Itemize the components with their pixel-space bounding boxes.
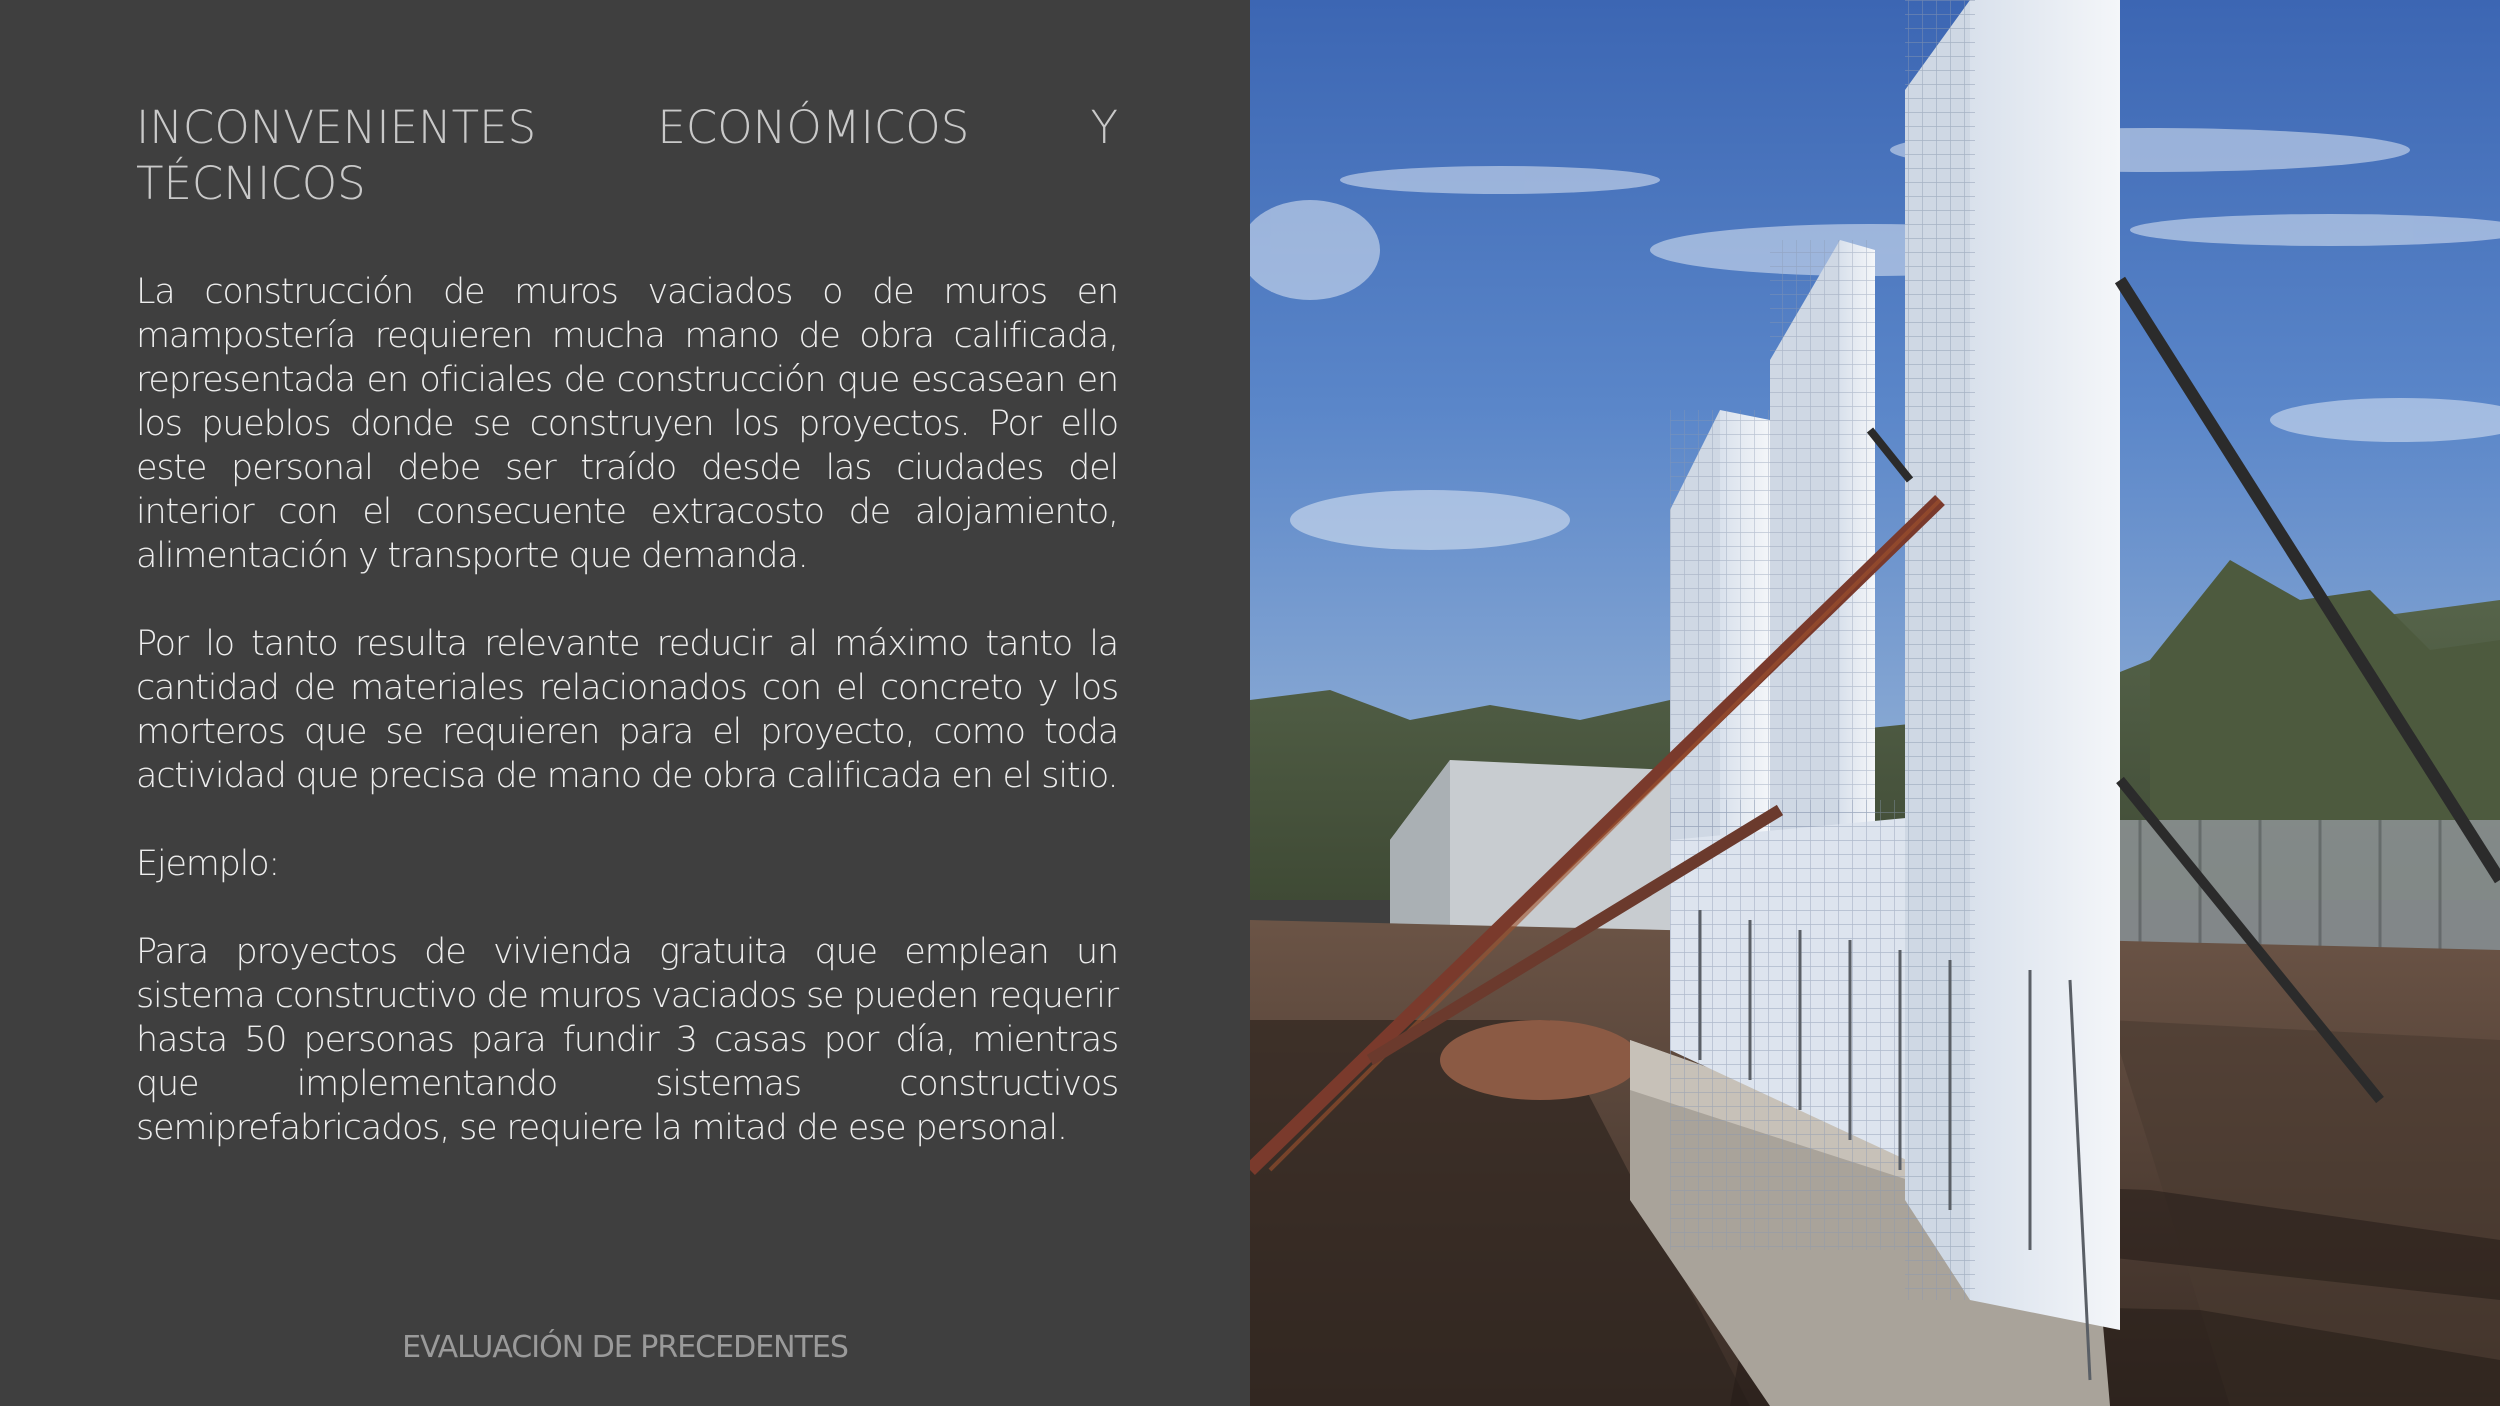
construction-photo xyxy=(1250,0,2500,1406)
paragraph-3: Para proyectos de vivienda gratuita que emplean un sistema constructivo de muros vaciados se pueden requerir hasta 50 personas para fundir 3 casas por día, mientras que implementando sistemas constructivos semiprefabricados, se requiere la mitad de ese personal. xyxy=(136,932,1118,1148)
slide-title: INCONVENIENTES ECONÓMICOS Y TÉCNICOS xyxy=(136,101,1118,210)
paragraph-example-label: Ejemplo: xyxy=(136,844,280,884)
slide-body xyxy=(136,270,1118,1150)
paragraph-2: Por lo tanto resulta relevante reducir al máximo tanto la cantidad de materiales relacionados con el concreto y los morteros que se requieren para el proyecto, como toda actividad que precisa de mano de obra calificada en el sitio. xyxy=(136,624,1118,796)
slide-footer: EVALUACIÓN DE PRECEDENTES xyxy=(402,1330,848,1365)
background-building xyxy=(1390,760,1670,940)
paragraph-1: La construcción de muros vaciados o de muros en mampostería requieren mucha mano de obra calificada, representada en oficiales de construcción que escasean en los pueblos donde se construyen los proyectos. Por ello este personal debe ser traído desde las ciudades del interior con el consecuente extracosto de alojamiento, alimentación y transporte que demanda. xyxy=(136,272,1118,576)
